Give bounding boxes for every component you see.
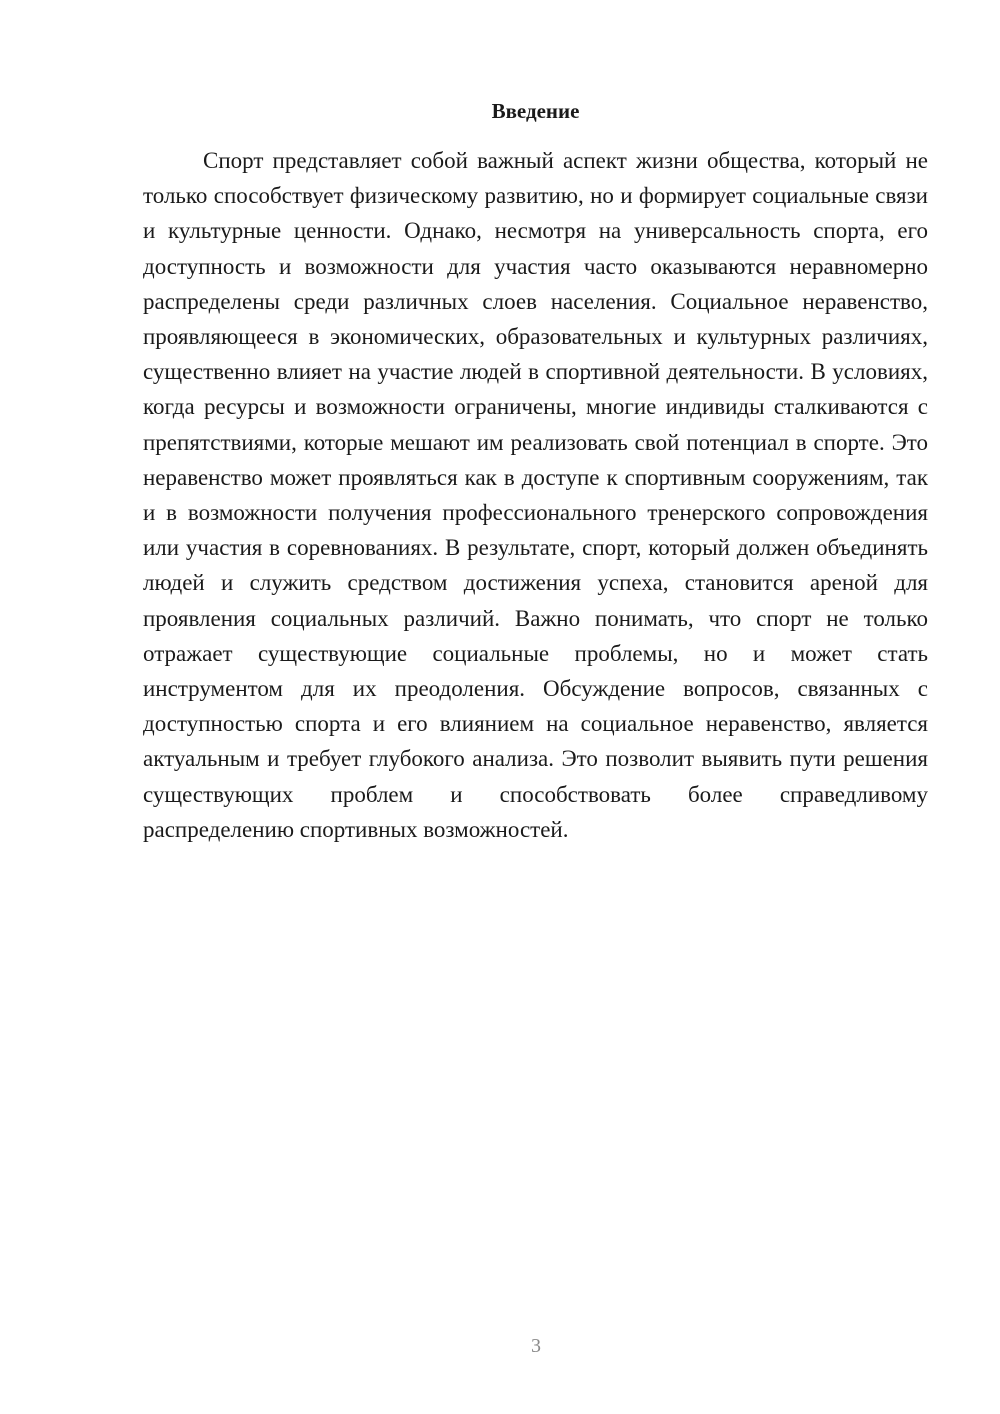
- page-number: 3: [531, 1335, 541, 1357]
- section-heading: Введение: [491, 99, 580, 123]
- body-paragraph: Спорт представляет собой важный аспект жизни общества, который не только способствует физическому развитию, но и формирует социальные связи и культурные ценности. Однако, несмотря на универсальность спорта, его доступность и возможности для участия часто оказываются неравномерно распределены среди различных слоев населения. Социальное неравенство, проявляющееся в экономических, образовательных и культурных различиях, существенно влияет на участие людей в спортивной деятельности. В условиях, когда ресурсы и возможности ограничены, многие индивиды сталкиваются с препятствиями, которые мешают им реализовать свой потенциал в спорте. Это неравенство может проявляться как в доступе к спортивным сооружениям, так и в возможности получения профессионального тренерского сопровождения или участия в соревнованиях. В результате, спорт, который должен объединять людей и служить средством достижения успеха, становится ареной для проявления социальных различий. Важно понимать, что спорт не только отражает существующие социальные проблемы, но и может стать инструментом для их преодоления. Обсуждение вопросов, связанных с доступностью спорта и его влиянием на социальное неравенство, является актуальным и требует глубокого анализа. Это позволит выявить пути решения существующих проблем и способствовать более справедливому распределению спортивных возможностей.: [143, 148, 928, 842]
